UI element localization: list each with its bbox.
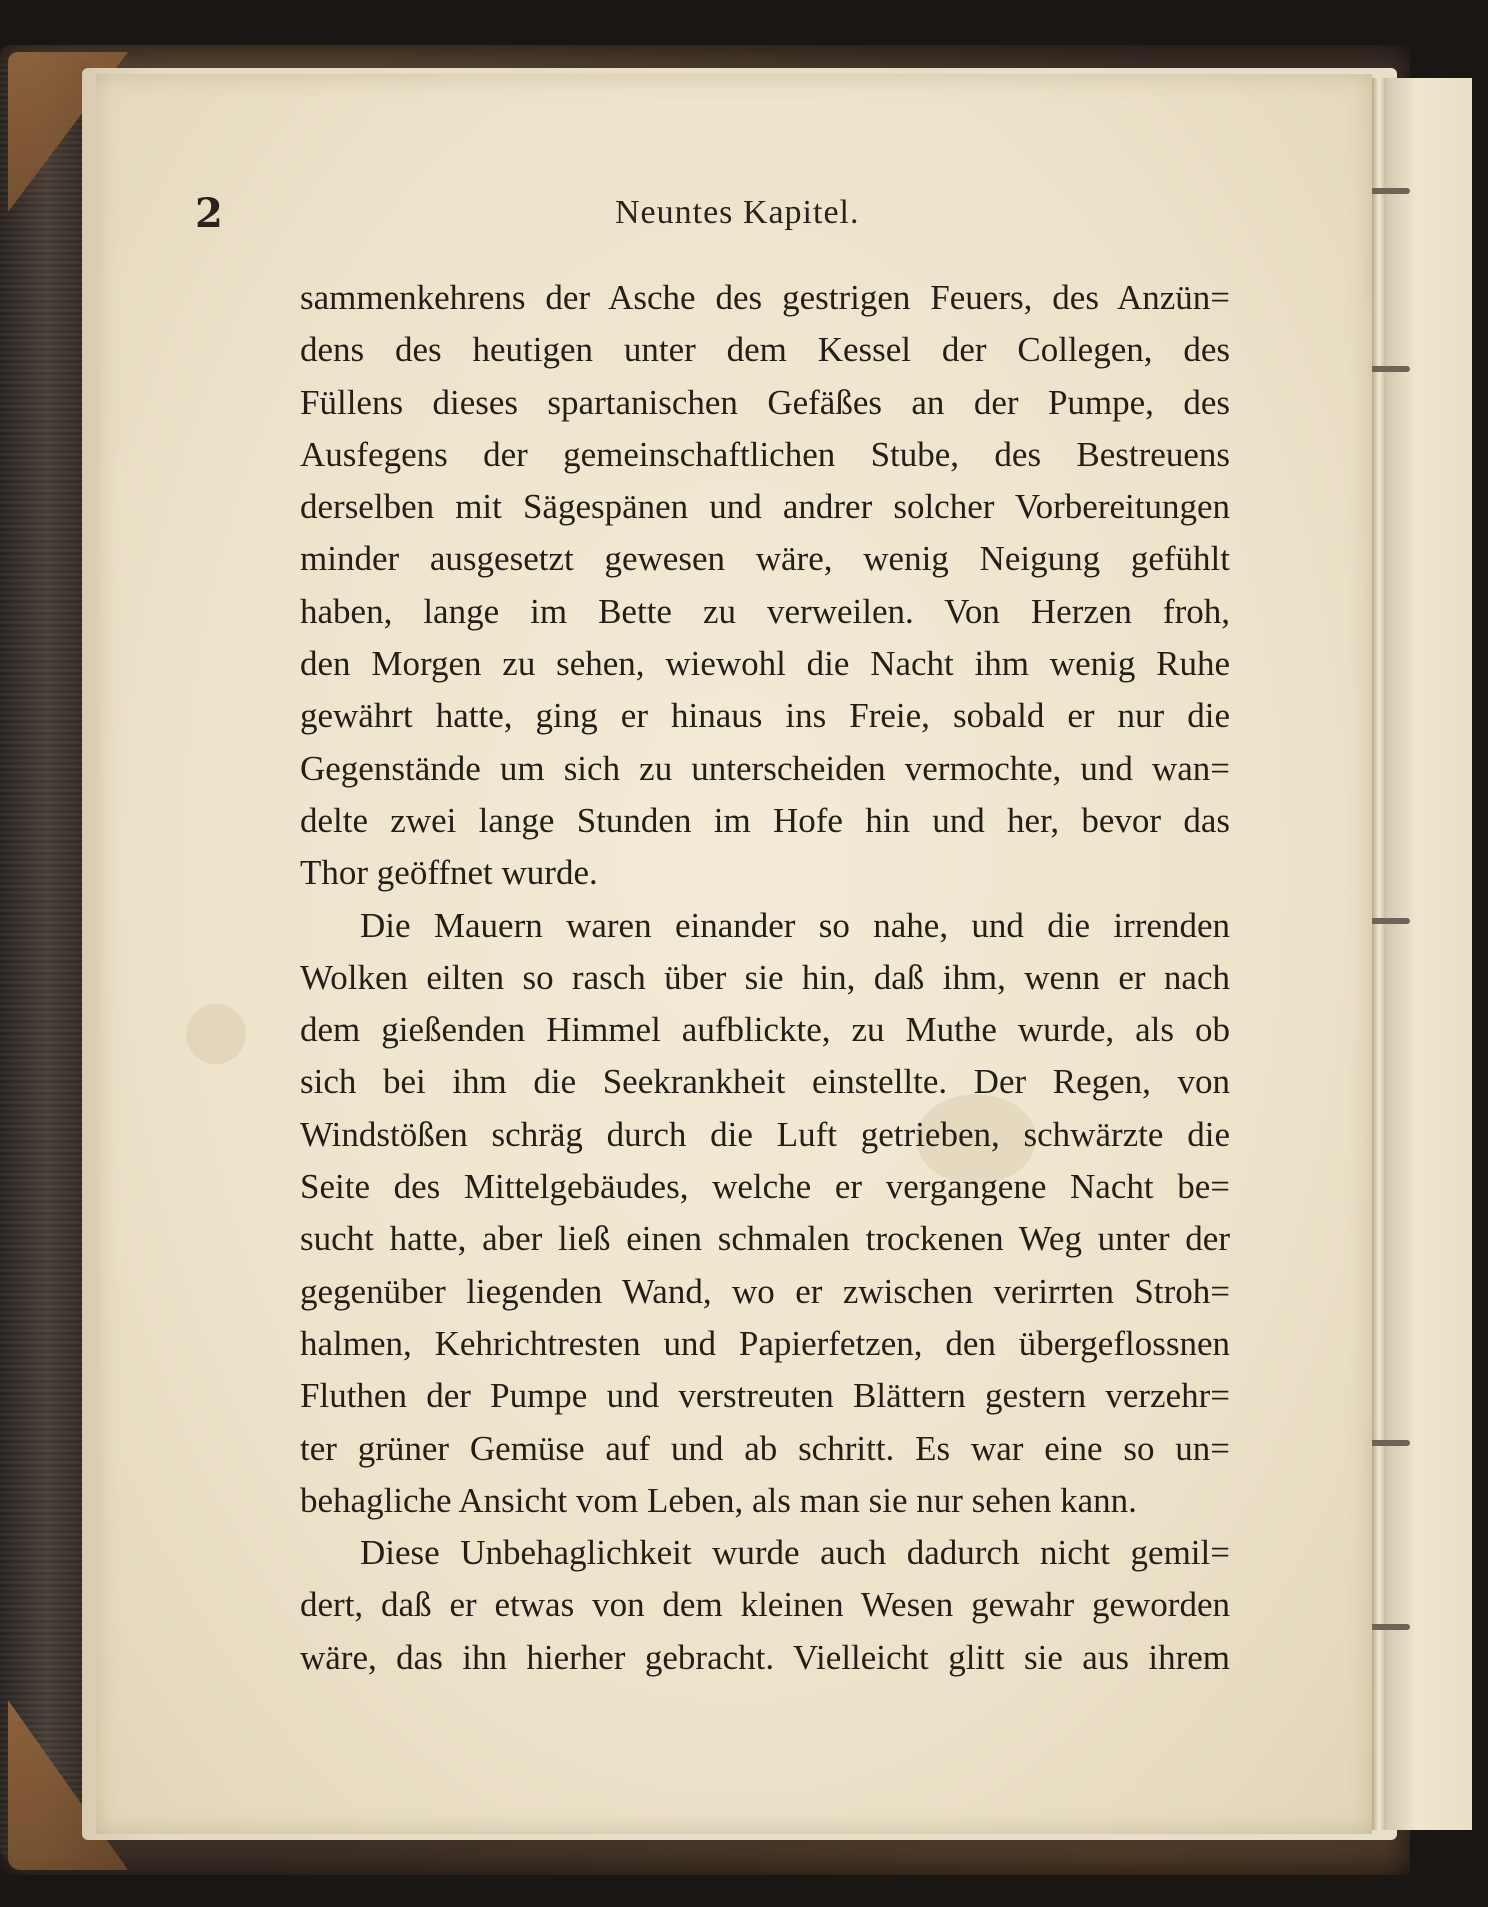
text-line: sammenkehrens der Asche des gestrigen Feuers, des Anzün=: [300, 278, 1230, 317]
paper-stain: [186, 1004, 246, 1064]
text-line: sich bei ihm die Seekrankheit einstellte. Der Regen, von: [300, 1062, 1230, 1102]
text-line: wäre, das ihn hierher gebracht. Vielleicht glitt sie aus ihrem: [300, 1637, 1230, 1677]
text-line: Gegenstände um sich zu unterscheiden vermochte, und wan=: [300, 748, 1230, 788]
text-line: gegenüber liegenden Wand, wo er zwischen verirrten Stroh=: [300, 1271, 1230, 1311]
text-line: Wolken eilten so rasch über sie hin, daß ihm, wenn er nach: [300, 957, 1230, 997]
text-line: delte zwei lange Stunden im Hofe hin und her, bevor das: [300, 800, 1230, 840]
text-line: sucht hatte, aber ließ einen schmalen trockenen Weg unter der: [300, 1219, 1230, 1259]
text-line: dens des heutigen unter dem Kessel der Collegen, des: [300, 330, 1230, 370]
text-line: Thor geöffnet wurde.: [300, 853, 598, 893]
binding-stitch: [1368, 366, 1410, 372]
binding-stitch: [1368, 1440, 1410, 1446]
text-line: Diese Unbehaglichkeit wurde auch dadurch nicht gemil=: [360, 1533, 1230, 1573]
book-spine-edge: [0, 60, 92, 1860]
text-line: derselben mit Sägespänen und andrer solcher Vorbereitungen: [300, 487, 1230, 527]
page-number: 2: [195, 190, 223, 237]
text-line: Ausfegens der gemeinschaftlichen Stube, des Bestreuens: [300, 434, 1230, 474]
text-line: Fluthen der Pumpe und verstreuten Blättern gestern verzehr=: [300, 1376, 1230, 1416]
binding-stitch: [1368, 918, 1410, 924]
running-title: Neuntes Kapitel.: [615, 194, 860, 231]
binding-stitch: [1368, 188, 1410, 194]
text-line: haben, lange im Bette zu verweilen. Von Herzen froh,: [300, 591, 1230, 631]
text-line: behagliche Ansicht vom Leben, als man sie nur sehen kann.: [300, 1480, 1137, 1520]
text-line: dem gießenden Himmel aufblickte, zu Muthe wurde, als ob: [300, 1010, 1230, 1050]
facing-page-edge: [1378, 78, 1472, 1830]
book-gutter: [1372, 78, 1386, 1830]
binding-stitch: [1368, 1624, 1410, 1630]
text-line: Seite des Mittelgebäudes, welche er vergangene Nacht be=: [300, 1167, 1230, 1207]
text-line: Füllens dieses spartanischen Gefäßes an der Pumpe, des: [300, 382, 1230, 422]
body-text: [300, 272, 1230, 1684]
text-line: dert, daß er etwas von dem kleinen Wesen gewahr geworden: [300, 1585, 1230, 1625]
text-line: ter grüner Gemüse auf und ab schritt. Es war eine so un=: [300, 1428, 1230, 1468]
text-line: Die Mauern waren einander so nahe, und die irrenden: [360, 905, 1230, 945]
text-line: halmen, Kehrichtresten und Papierfetzen, den übergeflossnen: [300, 1323, 1230, 1363]
page-header: [195, 190, 1225, 250]
text-line: gewährt hatte, ging er hinaus ins Freie, sobald er nur die: [300, 696, 1230, 736]
text-line: Windstößen schräg durch die Luft getrieben, schwärzte die: [300, 1114, 1230, 1154]
text-line: minder ausgesetzt gewesen wäre, wenig Neigung gefühlt: [300, 539, 1230, 579]
text-line: den Morgen zu sehen, wiewohl die Nacht ihm wenig Ruhe: [300, 644, 1230, 684]
